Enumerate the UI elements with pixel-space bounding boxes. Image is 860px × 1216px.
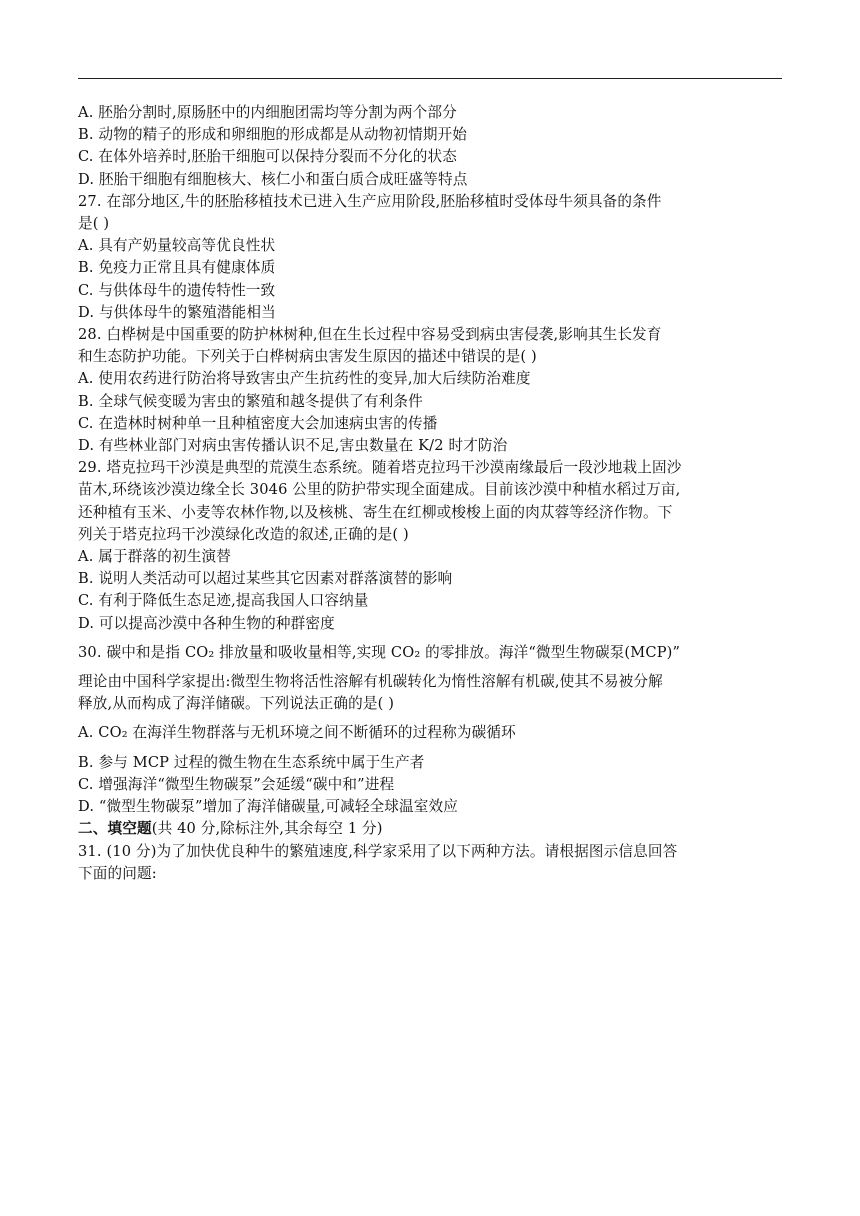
- option-c: C. 在体外培养时,胚胎干细胞可以保持分裂而不分化的状态: [78, 148, 458, 166]
- question-stem: 还种植有玉米、小麦等农林作物,以及核桃、寄生在红柳或梭梭上面的肉苁蓉等经济作物。下: [78, 503, 673, 521]
- option-c: C. 与供体母牛的遗传特性一致: [78, 281, 276, 299]
- option-d: D. 有些林业部门对病虫害传播认识不足,害虫数量在 K/2 时才防治: [78, 437, 508, 455]
- question-stem: 下面的问题:: [78, 864, 157, 882]
- header-rule: [78, 78, 782, 79]
- question-stem: 27. 在部分地区,牛的胚胎移植技术已进入生产应用阶段,胚胎移植时受体母牛须具备的条件: [78, 192, 662, 210]
- option-b: B. 说明人类活动可以超过某些其它因素对群落演替的影响: [78, 570, 453, 588]
- question-stem: 是( ): [78, 215, 110, 233]
- question-26-options: [78, 102, 782, 191]
- option-b: B. 免疫力正常且具有健康体质: [78, 259, 276, 277]
- section-heading: [78, 818, 782, 840]
- option-d: D. 胚胎干细胞有细胞核大、核仁小和蛋白质合成旺盛等特点: [78, 170, 468, 188]
- question-stem: 28. 白桦树是中国重要的防护林树种,但在生长过程中容易受到病虫害侵袭,影响其生长发育: [78, 326, 662, 344]
- option-d: D. “微型生物碳泵”增加了海洋储碳量,可减轻全球温室效应: [78, 798, 459, 816]
- option-a: A. 具有产奶量较高等优良性状: [78, 237, 276, 255]
- option-c: C. 在造林时树种单一且种植密度大会加速病虫害的传播: [78, 414, 438, 432]
- question-stem: 29. 塔克拉玛干沙漠是典型的荒漠生态系统。随着塔克拉玛干沙漠南缘最后一段沙地栽上固沙: [78, 459, 682, 477]
- option-b: B. 动物的精子的形成和卵细胞的形成都是从动物初情期开始: [78, 126, 468, 144]
- question-stem: 和生态防护功能。下列关于白桦树病虫害发生原因的描述中错误的是( ): [78, 348, 537, 366]
- exam-content: [78, 102, 782, 885]
- option-a: A. 胚胎分割时,原肠胚中的内细胞团需均等分割为两个部分: [78, 104, 457, 121]
- option-d: D. 与供体母牛的繁殖潜能相当: [78, 303, 276, 321]
- question-stem: 30. 碳中和是指 CO₂ 排放量和吸收量相等,实现 CO₂ 的零排放。海洋“微型生物碳泵(MCP)”: [78, 643, 681, 661]
- question-stem: 苗木,环绕该沙漠边缘全长 3046 公里的防护带实现全面建成。目前该沙漠中种植水稻过万亩,: [78, 481, 681, 499]
- option-d: D. 可以提高沙漠中各种生物的种群密度: [78, 614, 335, 632]
- option-b: B. 参与 MCP 过程的微生物在生态系统中属于生产者: [78, 753, 425, 771]
- question-stem: 列关于塔克拉玛干沙漠绿化改造的叙述,正确的是( ): [78, 525, 409, 543]
- option-c: C. 有利于降低生态足迹,提高我国人口容纳量: [78, 592, 369, 610]
- option-a: A. CO₂ 在海洋生物群落与无机环境之间不断循环的过程称为碳循环: [78, 724, 516, 742]
- question-29: [78, 457, 782, 635]
- question-31: [78, 841, 782, 885]
- option-a: A. 使用农药进行防治将导致害虫产生抗药性的变异,加大后续防治难度: [78, 370, 531, 388]
- question-stem: 释放,从而构成了海洋储碳。下列说法正确的是( ): [78, 695, 395, 713]
- question-stem: 理论由中国科学家提出:微型生物将活性溶解有机碳转化为惰性溶解有机碳,使其不易被分解: [78, 673, 663, 691]
- question-28: [78, 324, 782, 457]
- option-c: C. 增强海洋“微型生物碳泵”会延缓“碳中和”进程: [78, 775, 395, 793]
- section-note: (共 40 分,除标注外,其余每空 1 分): [151, 820, 383, 838]
- question-stem: 31. (10 分)为了加快优良种牛的繁殖速度,科学家采用了以下两种方法。请根据图示信息回答: [78, 842, 678, 860]
- section-title: 二、填空题: [78, 820, 152, 838]
- option-b: B. 全球气候变暖为害虫的繁殖和越冬提供了有利条件: [78, 392, 423, 410]
- question-30: [78, 635, 782, 818]
- question-27: [78, 191, 782, 324]
- option-a: A. 属于群落的初生演替: [78, 548, 231, 566]
